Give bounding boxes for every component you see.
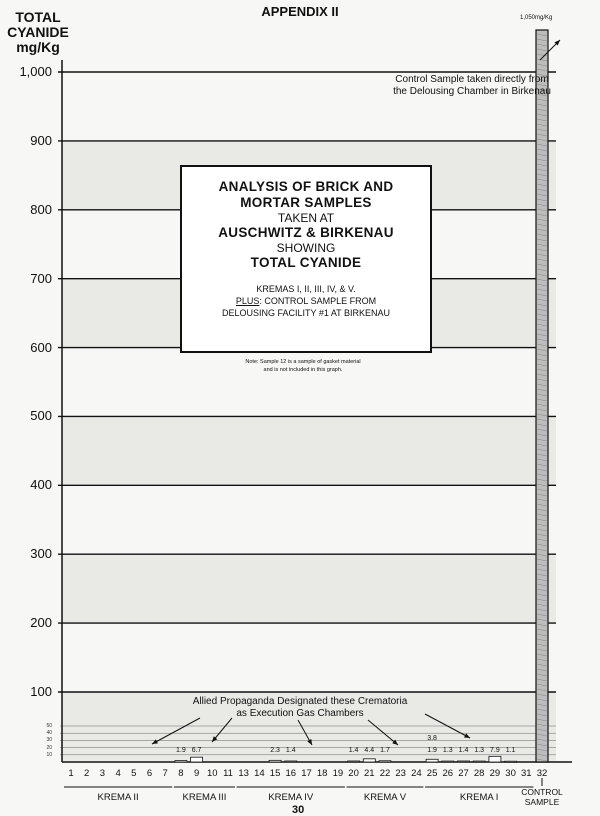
value-label: 7.9 xyxy=(490,747,500,754)
value-label: 2.3 xyxy=(270,747,280,754)
x-tick-label: 23 xyxy=(395,768,406,779)
y-tick-label: 400 xyxy=(30,477,52,493)
x-tick-label: 29 xyxy=(489,768,501,779)
x-tick-label: 31 xyxy=(521,768,532,779)
bar xyxy=(269,760,281,762)
value-label: 1.4 xyxy=(348,747,359,754)
x-tick-label: 21 xyxy=(364,768,375,779)
x-tick-label: 4 xyxy=(115,768,121,779)
value-label: 1.4 xyxy=(285,747,296,754)
propaganda-note-line-1: Allied Propaganda Designated these Crematoria xyxy=(192,696,408,707)
x-tick-label: 20 xyxy=(348,768,359,779)
x-tick-label: 14 xyxy=(254,768,265,779)
x-tick-label: 13 xyxy=(238,768,249,779)
x-tick-label: 5 xyxy=(131,768,137,779)
value-label: 4.4 xyxy=(364,747,375,754)
x-tick-label: 26 xyxy=(442,768,454,779)
title-line-4: AUSCHWITZ & BIRKENAU xyxy=(218,225,394,240)
control-value-label: 1,050mg/Kg xyxy=(520,15,553,21)
title-line-7: KREMAS I, II, III, IV, & V. xyxy=(256,284,356,294)
bar xyxy=(191,757,203,762)
group-label: KREMA II xyxy=(97,792,139,803)
bar xyxy=(175,761,187,762)
group-label: KREMA IV xyxy=(268,792,314,803)
x-tick-label: 15 xyxy=(269,768,281,779)
y-tick-label: 700 xyxy=(30,270,52,286)
y-axis-title-line-1: TOTAL xyxy=(15,9,61,25)
title-line-8 xyxy=(182,295,430,307)
x-tick-label: 24 xyxy=(411,768,422,779)
y-tick-label-small: 50 xyxy=(46,723,52,729)
title-line-5: SHOWING xyxy=(276,241,336,255)
y-tick-label: 300 xyxy=(30,546,52,562)
title-line-8-rest: : CONTROL SAMPLE FROM xyxy=(259,296,377,306)
y-tick-label: 1,000 xyxy=(19,64,52,79)
x-tick-label: 32 xyxy=(536,768,548,779)
x-tick-label: 2 xyxy=(84,768,90,779)
value-label-extra: 3.8 xyxy=(427,735,437,742)
x-tick-label: 22 xyxy=(379,768,391,779)
gasket-sample-note xyxy=(188,358,418,374)
x-tick-label: 18 xyxy=(316,768,328,779)
title-line-1: ANALYSIS OF BRICK AND xyxy=(218,179,394,194)
y-axis-title-line-2: CYANIDE xyxy=(7,24,69,40)
page-header: APPENDIX II xyxy=(261,4,339,19)
value-label: 1.7 xyxy=(380,747,390,754)
bar xyxy=(285,761,297,762)
x-tick-label: 30 xyxy=(505,768,516,779)
y-tick-label: 800 xyxy=(30,201,52,217)
propaganda-note-line-2: as Execution Gas Chambers xyxy=(236,708,364,719)
value-label: 1.4 xyxy=(458,747,469,754)
y-tick-label: 900 xyxy=(30,132,52,148)
title-line-9: DELOUSING FACILITY #1 AT BIRKENAU xyxy=(221,308,391,318)
value-label: 1.3 xyxy=(474,747,485,754)
y-tick-label: 200 xyxy=(30,615,52,631)
bar xyxy=(473,761,485,762)
group-label: KREMA V xyxy=(363,792,407,803)
gasket-note-line-2: and is not included in this graph. xyxy=(263,367,343,373)
gasket-note-line-1: Note: Sample 12 is a sample of gasket material xyxy=(245,359,361,365)
value-label: 1.9 xyxy=(176,747,186,754)
group-label: KREMA III xyxy=(182,792,227,803)
title-line-2: MORTAR SAMPLES xyxy=(240,195,372,210)
x-tick-label: 9 xyxy=(193,768,200,779)
x-tick-label: 7 xyxy=(162,768,168,779)
x-tick-label: 17 xyxy=(301,768,312,779)
x-tick-label: 8 xyxy=(178,768,184,779)
x-tick-label: 3 xyxy=(99,768,106,779)
x-tick-label: 6 xyxy=(146,768,153,779)
bar xyxy=(363,759,375,762)
x-tick-label: 16 xyxy=(285,768,297,779)
bar xyxy=(489,756,501,762)
value-label: 1.3 xyxy=(442,747,453,754)
title-line-3: TAKEN AT xyxy=(277,211,335,225)
group-label: CONTROL SAMPLE xyxy=(521,787,563,807)
value-label: 1.9 xyxy=(427,747,437,754)
title-line-6: TOTAL CYANIDE xyxy=(250,255,362,270)
x-tick-label: 11 xyxy=(223,768,233,779)
y-tick-label-small: 10 xyxy=(46,751,52,758)
y-tick-label-small: 30 xyxy=(46,737,52,744)
control-note-line-2: the Delousing Chamber in Birkenau xyxy=(393,86,551,97)
control-note-line-1: Control Sample taken directly from xyxy=(395,74,549,85)
value-label: 6.7 xyxy=(191,747,202,754)
propaganda-note xyxy=(150,696,450,720)
x-tick-label: 25 xyxy=(426,768,438,779)
x-tick-label: 10 xyxy=(207,768,218,779)
y-tick-label: 500 xyxy=(30,408,52,424)
y-tick-label: 100 xyxy=(30,684,52,699)
y-tick-label-small: 20 xyxy=(46,744,52,751)
x-tick-label: 27 xyxy=(458,768,469,779)
x-tick-label: 1 xyxy=(68,768,74,779)
bar xyxy=(458,761,470,762)
title-plus: PLUS xyxy=(235,296,260,306)
x-tick-label: 28 xyxy=(473,768,485,779)
bar xyxy=(379,761,391,762)
chart-title-box xyxy=(180,165,432,353)
value-label: 1.1 xyxy=(505,747,516,754)
y-tick-label: 600 xyxy=(30,339,52,355)
bar xyxy=(505,761,517,762)
page-number: 30 xyxy=(292,804,305,816)
y-tick-label-small: 40 xyxy=(46,730,52,737)
control-sample-note xyxy=(366,74,578,98)
bar xyxy=(442,761,454,762)
bar xyxy=(348,761,360,762)
group-label: KREMA I xyxy=(459,792,499,803)
bar xyxy=(426,759,438,762)
x-tick-label: 19 xyxy=(332,768,344,779)
y-axis-title-line-3: mg/Kg xyxy=(16,39,60,55)
